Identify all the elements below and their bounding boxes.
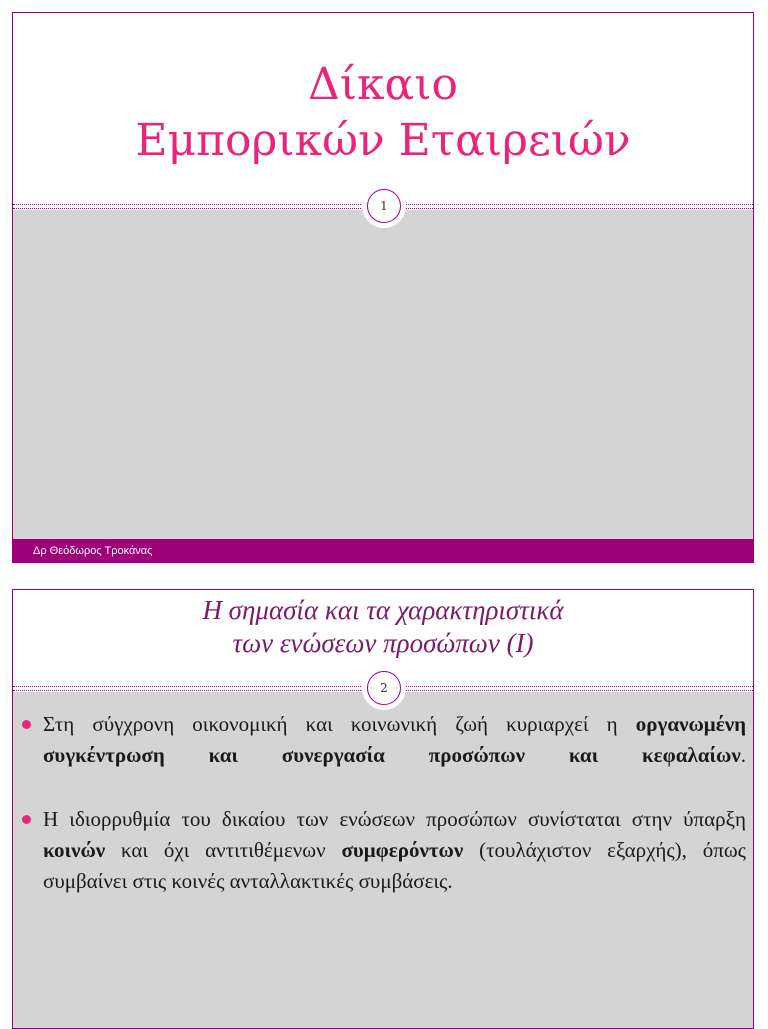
slide-2-title xyxy=(13,594,753,660)
bullet-2-bold-b: συμφερόντων xyxy=(341,838,464,862)
bullet-item-1 xyxy=(22,709,746,802)
slide-1-footer xyxy=(13,539,753,562)
slide-1-title-area xyxy=(13,13,753,204)
slide-1-page-number xyxy=(362,184,406,228)
bullet-2-text-a: Η ιδιορρυθμία του δικαίου των ενώσεων προσώπων συνίσταται στην ύπαρξη xyxy=(43,807,746,831)
slide-1-title-line-2: Εμπορικών Εταιρειών xyxy=(135,115,631,166)
slide-1-body xyxy=(13,210,753,539)
bullet-2-text-c: (τουλάχιστον εξαρχής), όπως συμβαίνει στις κοινές ανταλλακτικές συμβάσεις. xyxy=(43,838,746,893)
slide-1-page-number-text: 1 xyxy=(380,199,388,213)
slide-2-title-line-1: Η σημασία και τα χαρακτηριστικά xyxy=(202,595,564,625)
bullet-dot-icon xyxy=(22,815,31,824)
bullet-2-text-b: και όχι αντιτιθέμενων xyxy=(105,838,342,862)
slide-2-bullet-list xyxy=(22,709,746,899)
bullet-1-text-a: Στη σύγχρονη οικονομική και κοινωνική ζωή κυριαρχεί η xyxy=(43,712,636,736)
bullet-2-bold-a: κοινών xyxy=(43,838,106,862)
bullet-1-text-b: . xyxy=(740,743,746,767)
footer-author: Δρ Θεόδωρος Τροκάνας xyxy=(33,544,153,557)
slide-1-title-line-1: Δίκαιο xyxy=(308,59,458,110)
slide-2-title-line-2: των ενώσεων προσώπων (Ι) xyxy=(232,628,534,658)
slide-1-title xyxy=(13,57,753,169)
slide-2-page-number xyxy=(362,666,406,710)
bullet-dot-icon xyxy=(22,720,31,729)
slide-1 xyxy=(12,12,754,563)
bullet-item-2 xyxy=(22,804,746,897)
bullet-1-bold: οργανωμένη συγκέντρωση και συνεργασία προσώπων και κεφαλαίων xyxy=(43,712,746,767)
slide-2-page-number-text: 2 xyxy=(380,681,388,695)
